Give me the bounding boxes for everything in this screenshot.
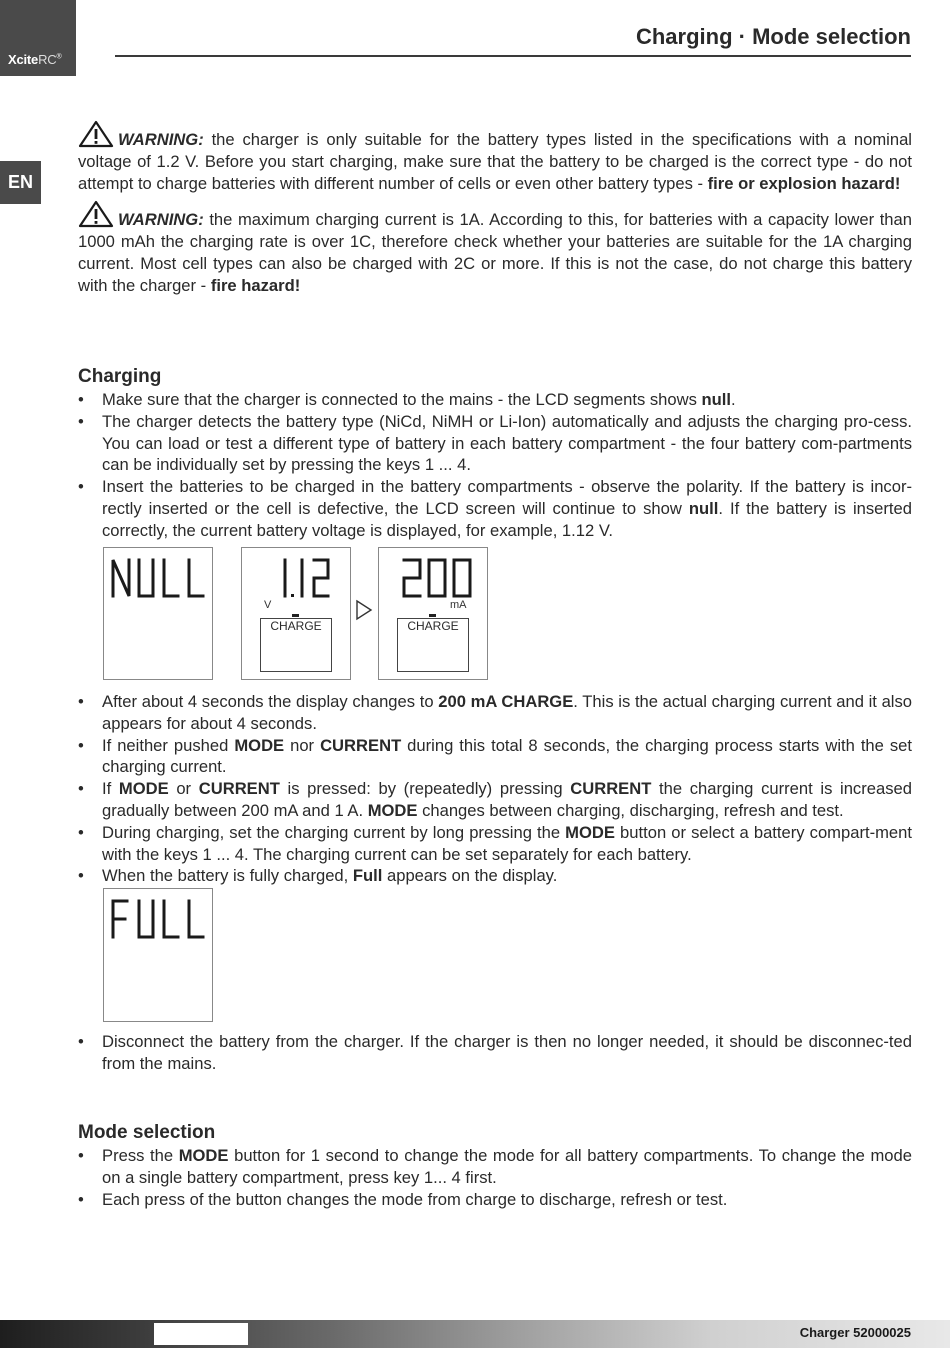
charging-heading: Charging (78, 366, 162, 387)
lcd-segment-mark (429, 614, 436, 617)
lcd-mode-label: CHARGE (407, 619, 459, 633)
lcd-digits-null (109, 556, 209, 600)
list-item: • The charger detects the battery type (NiCd, NiMH or Li-Ion) automatically and adjusts the charging pro-cess. You can load or test a different type of battery in each battery compartment - the four battery com-partments can be individually set by pressing the keys 1 ... 4. (78, 411, 912, 476)
warning-emphasis: fire hazard! (210, 275, 301, 295)
charging-bullets-2-section (78, 691, 912, 887)
language-tab: EN (0, 161, 41, 204)
lcd-mode-box (397, 618, 469, 672)
warning-text: the charger is only suitable for the battery types listed in the specifications with a nominal voltage of 1.2 V. Before you start charging, make sure that the battery to be charged is the correct type - do not attempt to charge batteries with different number of cells or even other battery types - (78, 130, 912, 193)
lcd-digits-current (401, 556, 477, 600)
warning-triangle-icon (78, 120, 114, 148)
list-item: • Disconnect the battery from the charger. If the charger is then no longer needed, it should be disconnec-ted from the mains. (78, 1031, 912, 1075)
lcd-display-full (103, 888, 213, 1022)
brand-logo: XciteRC® (8, 52, 62, 67)
mode-selection-section (78, 1121, 912, 1210)
lcd-digits-full (109, 897, 209, 941)
warning-emphasis: fire or explosion hazard! (707, 173, 901, 193)
warnings-section (78, 120, 912, 297)
list-item: • Make sure that the charger is connected to the mains - the LCD segments shows null. (78, 389, 912, 411)
arrow-right-icon (355, 599, 373, 621)
footer-product-code: Charger 52000025 (799, 1325, 911, 1340)
lcd-unit: V (264, 599, 272, 611)
list-item: • Each press of the button changes the mode from charge to discharge, refresh or test. (78, 1189, 912, 1211)
list-item: • If neither pushed MODE nor CURRENT during this total 8 seconds, the charging process starts with the set charging current. (78, 735, 912, 779)
warning-label: WARNING: (118, 210, 204, 230)
lcd-mode-label: CHARGE (270, 619, 322, 633)
warning-1 (78, 120, 912, 194)
warning-text: the maximum charging current is 1A. According to this, for batteries with a capacity lower than 1000 mAh the charging rate is over 1C, therefore check whether your batteries are suitable for the 1A charging current. Most cell types can also be charged with 2C or more. If this is not the case, do not charge this battery with the charger - (78, 210, 912, 295)
warning-triangle-icon (78, 200, 114, 228)
mode-selection-heading: Mode selection (78, 1122, 216, 1143)
warning-2 (78, 200, 912, 296)
list-item: • After about 4 seconds the display changes to 200 mA CHARGE. This is the actual charging current and it also appears for about 4 seconds. (78, 691, 912, 735)
charging-section (78, 365, 912, 542)
list-item: • If MODE or CURRENT is pressed: by (repeatedly) pressing CURRENT the charging current is increased gradually between 200 mA and 1 A. MODE changes between charging, discharging, refresh and test. (78, 778, 912, 822)
lcd-segment-mark (292, 614, 299, 617)
lcd-digits-voltage (280, 556, 344, 600)
brand-logo-box (0, 0, 76, 76)
mode-selection-bullets (78, 1145, 912, 1210)
charging-bullets-3-section (78, 1031, 912, 1075)
list-item: • When the battery is fully charged, Full appears on the display. (78, 865, 912, 887)
list-item: • Insert the batteries to be charged in the battery compartments - observe the polarity. If the battery is incor-rectly inserted or the cell is defective, the LCD screen will continue to show null. If the battery is inserted correctly, the current battery voltage is displayed, for example, 1.12 V. (78, 476, 912, 541)
header-divider (115, 55, 911, 57)
charging-bullets-3 (78, 1031, 912, 1075)
lcd-display-null (103, 547, 213, 680)
charging-bullets-2 (78, 691, 912, 887)
lcd-unit: mA (450, 599, 467, 611)
charging-bullets-1 (78, 389, 912, 542)
lcd-display-voltage (241, 547, 351, 680)
footer-page-slot (154, 1323, 248, 1345)
list-item: • During charging, set the charging current by long pressing the MODE button or select a battery compart-ment with the keys 1 ... 4. The charging current can be set separately for each battery. (78, 822, 912, 866)
warning-label: WARNING: (118, 130, 204, 149)
page-title: Charging · Mode selection (635, 24, 911, 49)
list-item: • Press the MODE button for 1 second to change the mode for all battery compartments. To change the mode on a single battery compartment, press key 1... 4 first. (78, 1145, 912, 1189)
lcd-display-current (378, 547, 488, 680)
lcd-mode-box (260, 618, 332, 672)
